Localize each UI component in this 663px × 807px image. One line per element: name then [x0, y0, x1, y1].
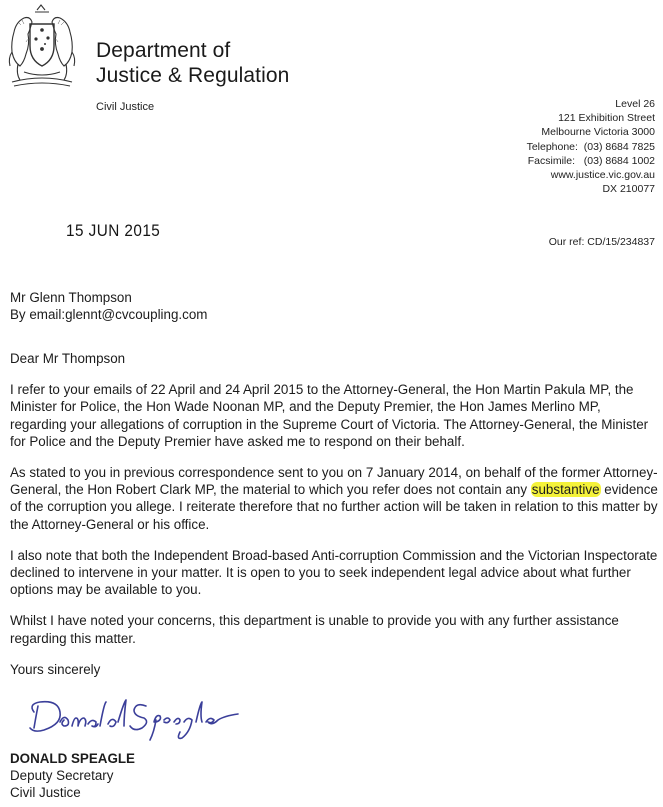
- facsimile-line: Facsimile: (03) 8684 1002: [527, 154, 655, 167]
- highlighted-word: substantive: [531, 482, 600, 498]
- paragraph-2-end: evidence of the corruption you allege. I reiterate therefore that no further action will be taken in relation to this matter by the Attorney-General or his office.: [10, 482, 658, 532]
- recipient-block: [10, 289, 660, 323]
- victoria-coat-of-arms-icon: [4, 2, 80, 92]
- website-line: www.justice.vic.gov.au: [550, 169, 655, 182]
- signatory-name: DONALD SPEAGLE: [10, 751, 135, 766]
- department-name-line1: Department of: [96, 39, 231, 62]
- salutation: Dear Mr Thompson: [10, 351, 126, 366]
- our-reference: Our ref: CD/15/234837: [548, 236, 655, 248]
- paragraph-1: I refer to your emails of 22 April and 24 April 2015 to the Attorney-General, the Hon Martin Pakula MP, the Minister for Police, the Hon Wade Noonan MP, and the Deputy Premier, the Hon James Merlino MP, regarding your allegations of corruption in the Supreme Court of Victoria. The Attorney-General, the Minister for Police and the Deputy Premier have asked me to respond on their behalf.: [10, 382, 649, 449]
- recipient-name: Mr Glenn Thompson: [10, 290, 132, 305]
- signatory-block: [10, 750, 135, 801]
- signatory-title: Deputy Secretary: [10, 768, 114, 783]
- signatory-unit: Civil Justice: [10, 785, 81, 800]
- paragraph-4: Whilst I have noted your concerns, this department is unable to provide you with any further assistance regarding this matter.: [10, 613, 619, 646]
- department-name: [96, 38, 289, 88]
- paragraph-3: I also note that both the Independent Broad-based Anti-corruption Commission and the Victorian Inspectorate declined to intervene in your matter. It is open to you to seek independent legal advice about what further options may be available to you.: [10, 547, 658, 598]
- date-stamp: 15 JUN 2015: [66, 221, 161, 240]
- paragraph-2: [10, 464, 660, 533]
- address-line: Melbourne Victoria 3000: [541, 126, 655, 139]
- address-line: 121 Exhibition Street: [558, 112, 655, 125]
- letter-body: [10, 289, 660, 678]
- handwritten-signature: [14, 692, 244, 750]
- address-block: [435, 97, 655, 196]
- dx-line: DX 210077: [602, 183, 655, 196]
- business-unit: Civil Justice: [96, 101, 155, 113]
- department-name-line2: Justice & Regulation: [96, 64, 290, 87]
- recipient-email: By email:glennt@cvcoupling.com: [10, 307, 208, 322]
- address-line: Level 26: [615, 98, 655, 110]
- paragraph-2-start: As stated to you in previous correspondence sent to you on 7 January 2014, on behalf of the former Attorney-General, the Hon Robert Clark MP, the material to which you refer does not contain any: [10, 465, 658, 498]
- closing: Yours sincerely: [10, 661, 101, 677]
- telephone-line: Telephone: (03) 8684 7825: [526, 140, 655, 153]
